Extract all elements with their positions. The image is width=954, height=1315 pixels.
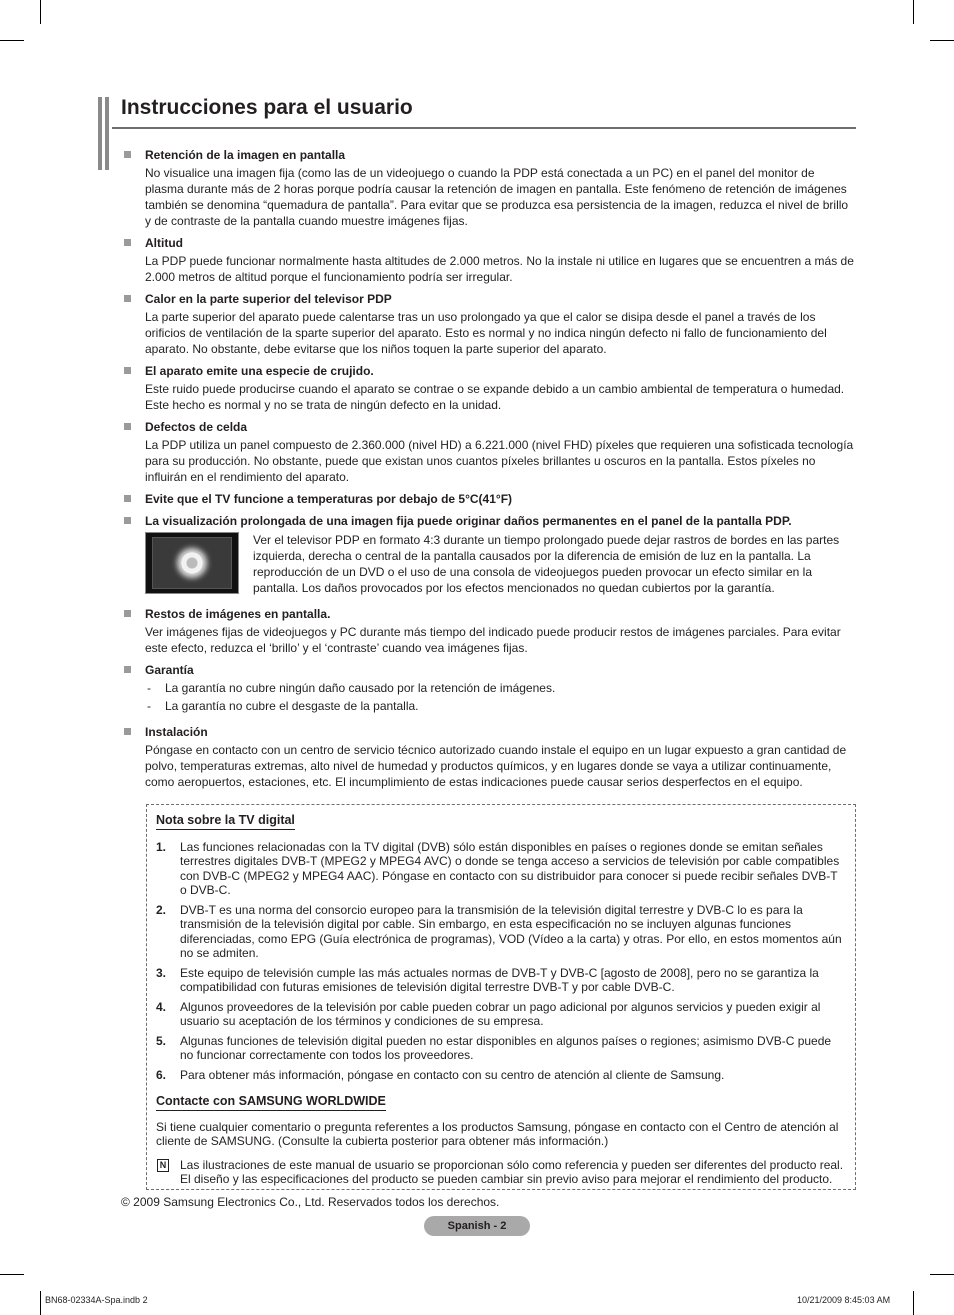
- list-item-text: La garantía no cubre ningún daño causado por la retención de imágenes.: [165, 681, 556, 695]
- square-bullet-icon: [124, 610, 131, 617]
- note-row: [156, 1158, 846, 1187]
- section-text: La parte superior del aparato puede calentarse tras un uso prolongado ya que el calor se disipa desde el panel a través de los orificios de ventilación de la sparte superior del aparato. Esto es normal y no indica ningún defecto ni fallo de funcionamiento del aparato. No obstante, debe evitarse que los niños toquen la parte superior del aparato.: [145, 310, 827, 356]
- list-item-text: La garantía no cubre el desgaste de la pantalla.: [165, 699, 419, 713]
- section-heat: [121, 291, 856, 357]
- section-text: Este ruido puede producirse cuando el aparato se contrae o se expande debido a un cambio ambiental de temperatura o humedad. Este hecho es normal y no se trata de ningún defecto en la unidad.: [145, 382, 845, 412]
- footer-timestamp: 10/21/2009 8:45:03 AM: [797, 1295, 891, 1305]
- numbered-item: [156, 1034, 846, 1063]
- list-item: - La garantía no cubre el desgaste de la pantalla.: [147, 699, 419, 713]
- tv-screen-illustration: [145, 532, 239, 594]
- section-text: No visualice una imagen fija (como las de un videojuego o cuando la PDP está conectada a un PC) en el panel del monitor de plasma durante más de 2 horas porque podría causar la retención de imagen en pantalla. Este fenómeno de retención de imágenes también se denomina “quemadura de pantalla”. Para evitar que se produzca esa persistencia de la imagen, reduzca el nivel de brillo y de contraste de la pantalla cuando muestre imágenes fijas.: [145, 166, 849, 228]
- section-installation: [121, 724, 856, 790]
- section-altitude: [121, 235, 856, 285]
- item-number: 6.: [156, 1067, 167, 1082]
- item-number: 2.: [156, 902, 167, 917]
- numbered-item: [156, 1068, 846, 1083]
- crop-mark: [40, 0, 41, 24]
- item-number: 4.: [156, 999, 167, 1014]
- crop-mark: [40, 1291, 41, 1315]
- square-bullet-icon: [124, 517, 131, 524]
- item-text: Algunos proveedores de la televisión por cable pueden cobrar un pago adicional por algunos servicios y pueden exigir al usuario su aceptación de los términos y condiciones de su empresa.: [180, 999, 821, 1028]
- item-number: 1.: [156, 839, 167, 854]
- section-text: Póngase en contacto con un centro de servicio técnico autorizado cuando instale el equipo en un lugar expuesto a gran cantidad de polvo, temperaturas extremas, alto nivel de humedad y productos químicos, y en lugares donde se vaya a utilizar continuamente, como aeropuertos, estaciones, etc. El incumplimiento de estas indicaciones puede causar serios desperfectos en el equipo.: [145, 743, 847, 789]
- item-text: Este equipo de televisión cumple las más actuales normas de DVB-T y DVB-C [agosto de 2008], pero no se garantiza la compatibilidad con futuras emisiones de televisión digital terrestre DVB-T y por cable DVB-C.: [180, 965, 819, 994]
- title-accent-bar: [98, 97, 102, 170]
- square-bullet-icon: [124, 666, 131, 673]
- crop-mark: [0, 40, 24, 41]
- section-heading: Garantía: [145, 663, 194, 677]
- square-bullet-icon: [124, 151, 131, 158]
- crop-mark: [0, 1274, 24, 1275]
- numbered-item: [156, 840, 846, 898]
- square-bullet-icon: [124, 495, 131, 502]
- image-row: [145, 532, 856, 596]
- square-bullet-icon: [124, 239, 131, 246]
- item-text: DVB-T es una norma del consorcio europeo para la transmisión de la televisión digital terrestre y DVB-C lo es para la transmisión de la televisión digital por cable. Sin embargo, en esta especificación no se incluyen algunas funciones diferenciadas, como EPG (Guía electrónica de programas), VOD (Vídeo a la carta) y otras. Por ello, en estos momentos aún no se admiten.: [180, 902, 842, 960]
- note-text: Las ilustraciones de este manual de usuario se proporcionan sólo como referencia y pueden ser diferentes del producto real. El diseño y las especificaciones del producto se pueden cambiar sin previo aviso para mejorar el rendimiento del producto.: [180, 1157, 844, 1186]
- digital-tv-note-box: [146, 804, 856, 1190]
- section-heading: La visualización prolongada de una imagen fija puede originar daños permanentes en el panel de la pantalla PDP.: [145, 514, 792, 528]
- section-text: La PDP puede funcionar normalmente hasta altitudes de 2.000 metros. No la instale ni utilice en lugares que se encuentren a más de 2.000 metros de altitud porque el funcionamiento podría ser irregular.: [145, 254, 854, 284]
- title-accent-bar: [105, 97, 109, 170]
- item-number: 5.: [156, 1033, 167, 1048]
- section-heading: Calor en la parte superior del televisor PDP: [145, 292, 392, 306]
- crop-mark: [913, 0, 914, 24]
- numbered-item: [156, 903, 846, 961]
- page-title: Instrucciones para el usuario: [121, 96, 413, 119]
- crop-mark: [930, 1274, 954, 1275]
- section-heading: Altitud: [145, 236, 183, 250]
- numbered-item: [156, 966, 846, 995]
- contact-text: Si tiene cualquier comentario o pregunta referentes a los productos Samsung, póngase en contacto con el Centro de atención al cliente de SAMSUNG. (Consulte la cubierta posterior para obtener más información.): [156, 1119, 839, 1148]
- title-rule: [112, 127, 856, 129]
- section-image-remnants: [121, 606, 856, 656]
- section-text: Ver el televisor PDP en formato 4:3 durante un tiempo prolongado puede dejar rastros de bordes en las partes izquierda, derecha o central de la pantalla causados por la diferencia de emisión de luz en la pantalla. La reproducción de un DVD o el uso de una consola de videojuegos pueden provocar un efecto similar en la pantalla. Los daños provocados por los efectos mencionados no quedan cubiertos por la garantía.: [253, 533, 840, 595]
- section-heading: Evite que el TV funcione a temperaturas por debajo de 5°C(41°F): [145, 492, 513, 506]
- section-temperature: [121, 491, 856, 507]
- section-retention: [121, 147, 856, 229]
- contact-heading: Contacte con SAMSUNG WORLDWIDE: [156, 1094, 386, 1111]
- crop-mark: [930, 40, 954, 41]
- section-heading: Defectos de celda: [145, 420, 248, 434]
- section-text: Ver imágenes fijas de videojuegos y PC durante más tiempo del indicado puede producir restos de imágenes parciales. Para evitar este efecto, reduzca el ‘brillo’ y el ‘contraste’ cuando vea imágenes fijas.: [145, 625, 841, 655]
- square-bullet-icon: [124, 295, 131, 302]
- copyright: © 2009 Samsung Electronics Co., Ltd. Reservados todos los derechos.: [121, 1195, 500, 1209]
- square-bullet-icon: [124, 423, 131, 430]
- section-heading: Restos de imágenes en pantalla.: [145, 607, 331, 621]
- screen-area: [152, 537, 232, 589]
- numbered-item: [156, 1000, 846, 1029]
- main-content: [121, 147, 856, 796]
- list-item: - La garantía no cubre ningún daño causado por la retención de imágenes.: [147, 681, 556, 695]
- section-heading: Retención de la imagen en pantalla: [145, 148, 346, 162]
- square-bullet-icon: [124, 367, 131, 374]
- item-text: Las funciones relacionadas con la TV digital (DVB) sólo están disponibles en países o regiones donde se emitan señales terrestres digitales DVB-T (MPEG2 y MPEG4 AVC) o donde se tenga acceso a servicios de televisión por cable compatibles con DVB-C (MPEG2 y MPEG4 AAC). Póngase en contacto con su distribuidor para conocer si puede recibir señales DVB-T o DVB-C.: [180, 839, 840, 897]
- section-cell-defects: [121, 419, 856, 485]
- item-number: 3.: [156, 965, 167, 980]
- note-content: [156, 813, 846, 1187]
- note-icon: N: [157, 1159, 169, 1172]
- section-text: La PDP utiliza un panel compuesto de 2.360.000 (nivel HD) a 6.221.000 (nivel FHD) píxeles que requieren una sofisticada tecnología para su producción. No obstante, puede que existan unos cuantos píxeles brillantes u oscuros en la pantalla. Estos píxeles no influirán en el rendimiento del aparato.: [145, 438, 854, 484]
- section-heading: El aparato emite una especie de crujido.: [145, 364, 374, 378]
- item-text: Algunas funciones de televisión digital pueden no estar disponibles en algunos países o regiones; asimismo DVB-C puede no funcionar correctamente con todos los proveedores.: [180, 1033, 832, 1062]
- section-warranty: [121, 662, 856, 714]
- item-text: Para obtener más información, póngase en contacto con su centro de atención al cliente de Samsung.: [180, 1067, 725, 1082]
- square-bullet-icon: [124, 728, 131, 735]
- note-heading: Nota sobre la TV digital: [156, 813, 295, 830]
- section-still-image: [121, 513, 856, 596]
- section-heading: Instalación: [145, 725, 208, 739]
- footer-file-info: BN68-02334A-Spa.indb 2: [45, 1295, 148, 1305]
- crop-mark: [913, 1291, 914, 1315]
- flower-icon: [181, 552, 203, 574]
- page-number-badge: Spanish - 2: [424, 1216, 530, 1236]
- section-crackling: [121, 363, 856, 413]
